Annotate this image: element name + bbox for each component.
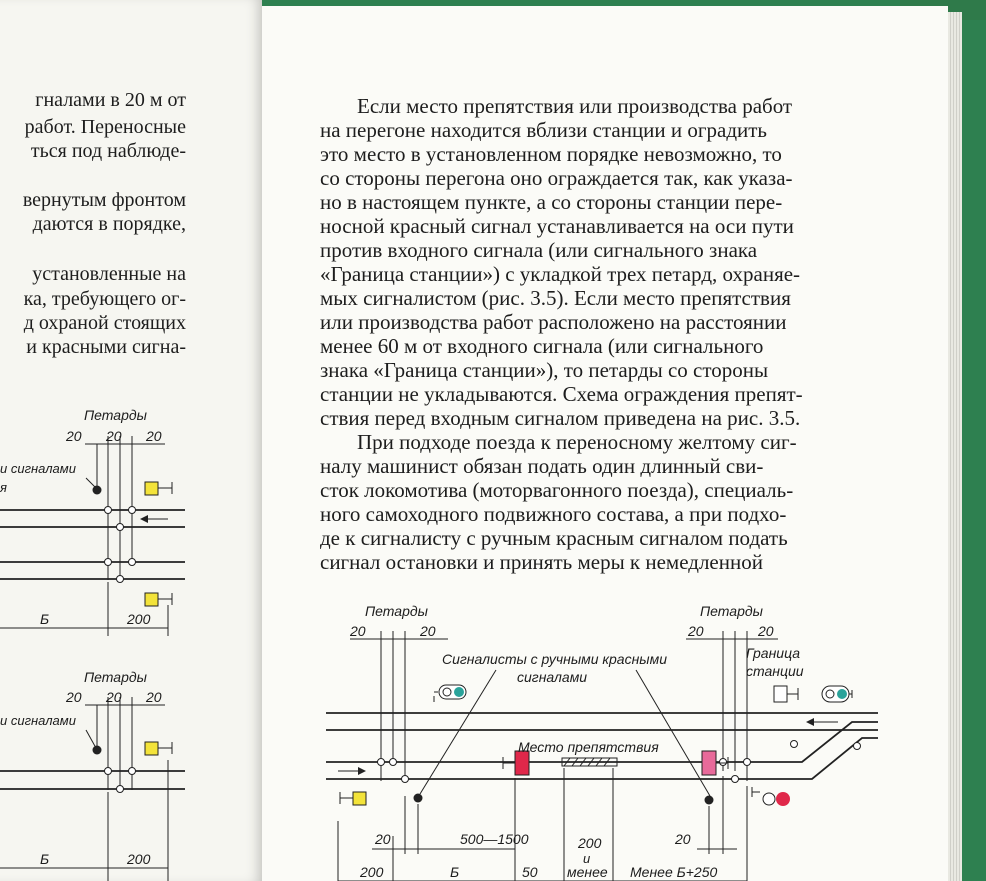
left-text-line: даются в порядке, bbox=[32, 213, 186, 235]
bottom-dim-b: Б bbox=[450, 864, 460, 880]
fig2-dim-b: Б bbox=[40, 851, 50, 867]
dim-200-le: 200 bbox=[578, 835, 602, 851]
left-text-line: вернутым фронтом bbox=[22, 189, 186, 211]
left-text-line: установленные на bbox=[32, 263, 186, 285]
left-text-line: работ. Переносные bbox=[24, 116, 186, 138]
left-text-line: гналами в 20 м от bbox=[35, 89, 186, 111]
border-label-2: станции bbox=[746, 663, 804, 679]
dim-200-le: и bbox=[583, 851, 591, 866]
right-text-line: но в настоящем пункте, а со стороны станции пере- bbox=[320, 190, 783, 214]
dim-left-top: 20 bbox=[350, 623, 366, 639]
right-text-line: «Граница станции») с укладкой трех петард, охраняе- bbox=[320, 262, 801, 286]
right-text-line: знака «Граница станции»), то петарды со стороны bbox=[320, 358, 769, 382]
petards-left-label: Петарды bbox=[365, 603, 428, 619]
right-text-line: сток локомотива (моторвагонного поезда), специаль- bbox=[320, 478, 794, 502]
dim-right-top: 20 bbox=[758, 623, 774, 639]
fig2-dim: 20 bbox=[66, 689, 82, 705]
obstacle-label: Место препятствия bbox=[518, 739, 659, 755]
dim-right-top: 20 bbox=[688, 623, 704, 639]
right-text-line: сигнал остановки и принять меры к немедленной bbox=[320, 550, 763, 574]
fig1-signalmen-label: и сигналами bbox=[0, 461, 76, 476]
fig1-dim: 20 bbox=[106, 428, 122, 444]
dim-left-top: 20 bbox=[420, 623, 436, 639]
fig1-dim-200: 200 bbox=[127, 611, 151, 627]
dim-500-1500: 500—1500 bbox=[460, 831, 529, 847]
right-text-line: носной красный сигнал устанавливается на оси пути bbox=[320, 214, 794, 238]
right-text-line: При подходе поезда к переносному желтому сиг- bbox=[357, 430, 797, 454]
left-text-line: д охраной стоящих bbox=[23, 312, 186, 334]
left-diagrams bbox=[0, 0, 262, 881]
left-page bbox=[0, 0, 262, 881]
figure-3-5 bbox=[262, 6, 948, 881]
dim-20-left: 20 bbox=[375, 831, 391, 847]
left-text-line: ка, требующего ог- bbox=[23, 288, 186, 310]
right-text-line: это место в установленном порядке невозможно, то bbox=[320, 142, 782, 166]
fig2-dim: 20 bbox=[106, 689, 122, 705]
right-text-line: менее 60 м от входного сигнала (или сигнального bbox=[320, 334, 764, 358]
right-text-line: налу машинист обязан подать один длинный сви- bbox=[320, 454, 764, 478]
bottom-dim-200: 200 bbox=[360, 864, 384, 880]
petards-right-label: Петарды bbox=[700, 603, 763, 619]
signalmen-label-1: Сигналисты с ручными красными bbox=[442, 651, 667, 667]
fig2-petards-label: Петарды bbox=[84, 669, 147, 685]
fig1-petards-label: Петарды bbox=[84, 407, 147, 423]
right-text-line: ного самоходного подвижного состава, а при подхо- bbox=[320, 502, 787, 526]
fig2-dim-200: 200 bbox=[127, 851, 151, 867]
bottom-dim-less-b250: Менее Б+250 bbox=[630, 864, 718, 880]
left-text-line: ться под наблюде- bbox=[30, 140, 186, 162]
right-text-line: мых сигналистом (рис. 3.5). Если место препятствия bbox=[320, 286, 791, 310]
fig2-signalmen-label: и сигналами bbox=[0, 713, 76, 728]
right-text-line: Если место препятствия или производства работ bbox=[357, 94, 793, 118]
right-text-line: ствия перед входным сигналом приведена на рис. 3.5. bbox=[320, 406, 801, 430]
right-text-line: со стороны перегона оно ограждается так, как указа- bbox=[320, 166, 793, 190]
right-text-line: на перегоне находится вблизи станции и оградить bbox=[320, 118, 768, 142]
fig1-dim-b: Б bbox=[40, 611, 50, 627]
right-text-line: или производства работ расположено на расстоянии bbox=[320, 310, 787, 334]
bottom-dim-50: 50 bbox=[522, 864, 538, 880]
right-text-line: против входного сигнала (или сигнального знака bbox=[320, 238, 758, 262]
left-figure-2 bbox=[0, 669, 185, 881]
dim-20-right: 20 bbox=[675, 831, 691, 847]
fig1-dim: 20 bbox=[146, 428, 162, 444]
fig2-dim: 20 bbox=[146, 689, 162, 705]
dim-200-le: менее bbox=[567, 864, 608, 880]
fig1-dim: 20 bbox=[66, 428, 82, 444]
signalmen-label-2: сигналами bbox=[517, 669, 588, 685]
left-text-line: и красными сигна- bbox=[26, 336, 186, 358]
border-label-1: Граница bbox=[746, 645, 801, 661]
right-page bbox=[262, 6, 948, 881]
page-edges bbox=[948, 12, 962, 881]
left-figure-1 bbox=[0, 407, 185, 636]
fig1-letter: я bbox=[0, 480, 7, 495]
right-text-line: де к сигналисту с ручным красным сигналом подать bbox=[320, 526, 788, 550]
right-text-line: станции не укладываются. Схема ограждения препят- bbox=[320, 382, 803, 406]
